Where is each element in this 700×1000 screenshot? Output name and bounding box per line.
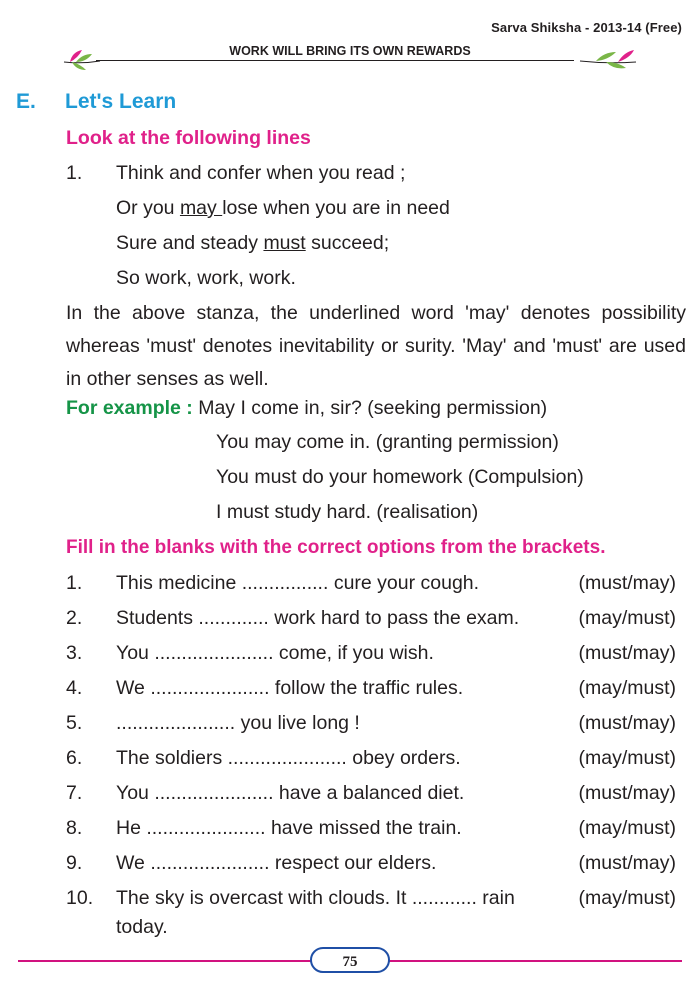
- header-rule: [96, 60, 574, 61]
- section-title: Let's Learn: [65, 90, 177, 113]
- poem-line-4: So work, work, work.: [116, 267, 296, 289]
- exercise-item: 2. Students ............. work hard to pass the exam. (may/must): [66, 607, 676, 629]
- exercise-item: 7. You ...................... have a balanced diet. (must/may): [66, 782, 676, 804]
- underlined-must: must: [263, 232, 306, 254]
- exercise-item: 5. ...................... you live long ! (must/may): [66, 712, 676, 734]
- exercise-item: 9. We ...................... respect our elders. (must/may): [66, 852, 676, 874]
- underlined-may: may: [179, 197, 223, 219]
- series-title: Sarva Shiksha - 2013-14 (Free): [491, 20, 682, 35]
- example-label: For example :: [66, 397, 193, 419]
- footer-rule-right: [388, 960, 682, 962]
- page-number: 75: [310, 947, 390, 973]
- explanation-paragraph: In the above stanza, the underlined word 'may' denotes possibility whereas 'must' denotes inevitability or surity. 'May' and 'must' are used in other senses as well.: [66, 302, 686, 390]
- poem-number: 1.: [66, 162, 83, 184]
- exercise-item: 10. The sky is overcast with clouds. It ............ rain (may/must) today.: [66, 887, 676, 938]
- exercise-item: 4. We ...................... follow the traffic rules. (may/must): [66, 677, 676, 699]
- exercise-heading: Fill in the blanks with the correct options from the brackets.: [66, 537, 606, 558]
- header-motto: WORK WILL BRING ITS OWN REWARDS: [229, 44, 471, 58]
- example-line-1: For example : May I come in, sir? (seeking permission): [66, 397, 548, 419]
- poem-line-2: Or you may lose when you are in need: [116, 197, 450, 219]
- footer-rule-left: [18, 960, 312, 962]
- example-line-4: I must study hard. (realisation): [216, 501, 479, 523]
- exercise-item: 8. He ...................... have missed the train. (may/must): [66, 817, 676, 839]
- poem-line-3: Sure and steady must succeed;: [116, 232, 390, 254]
- exercise-item: 1. This medicine ................ cure your cough. (must/may): [66, 572, 676, 594]
- section-letter: E.: [16, 90, 36, 113]
- example-line-3: You must do your homework (Compulsion): [216, 466, 584, 488]
- exercise-item-continuation: today.: [116, 916, 168, 938]
- look-heading: Look at the following lines: [66, 127, 311, 149]
- exercise-item: 6. The soldiers ...................... obey orders. (may/must): [66, 747, 676, 769]
- poem-line-1: Think and confer when you read ;: [116, 162, 406, 184]
- exercise-item: 3. You ...................... come, if you wish. (must/may): [66, 642, 676, 664]
- example-line-2: You may come in. (granting permission): [216, 431, 559, 453]
